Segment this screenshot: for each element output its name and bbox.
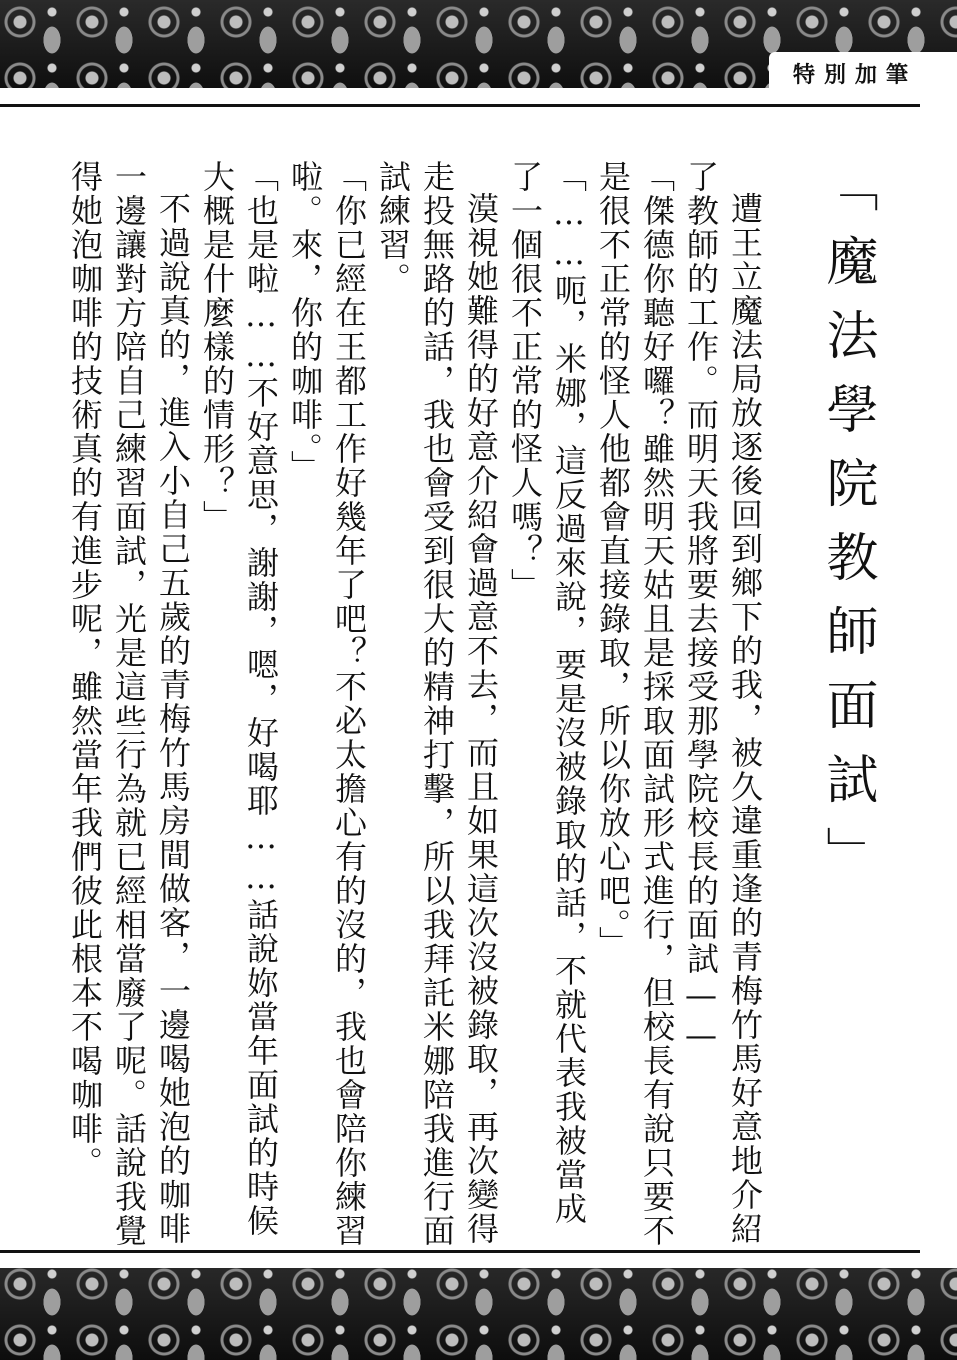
paragraph: 「……呃，米娜，這反過來說，要是沒被錄取的話，不就代表我被當成了一個很不正常的怪人嗎？」 — [506, 160, 588, 1226]
paragraph: 「你已經在王都工作好幾年了吧？不必太擔心有的沒的，我也會陪你練習啦。來，你的咖啡。」 — [286, 160, 368, 1248]
paragraph: 遭王立魔法局放逐後回到鄉下的我，被久違重逢的青梅竹馬好意地介紹了教師的工作。而明天我將要去接受那學院校長的面試—— — [682, 160, 764, 1246]
top-rule — [0, 104, 920, 107]
section-label: 特別加筆 — [792, 62, 917, 88]
paragraph: 漠視她難得的好意介紹會過意不去，而且如果這次沒被錄取，再次變得走投無路的話，我也會受到很大的精神打擊，所以我拜託米娜陪我進行面試練習。 — [374, 160, 500, 1248]
ornamental-footer-band — [0, 1262, 957, 1360]
paragraph: 不過說真的，進入小自己五歲的青梅竹馬房間做客，一邊喝她泡的咖啡一邊讓對方陪自己練習面試，光是這些行為就已經相當廢了呢。話說我覺得她泡咖啡的技術真的有進步呢，雖然當年我們彼此根本不喝咖啡。 — [66, 160, 192, 1248]
vertical-text-block — [27, 160, 907, 1250]
paragraph: 「傑德你聽好囉？雖然明天姑且是採取面試形式進行，但校長有說只要不是很不正常的怪人他都會直接錄取，所以你放心吧。」 — [594, 160, 676, 1248]
paragraph: 「也是啦……不好意思，謝謝，嗯，好喝耶……話說妳當年面試的時候大概是什麼樣的情形？」 — [198, 160, 280, 1238]
bottom-rule — [0, 1250, 920, 1253]
chapter-title: 「魔法學院教師面試」 — [817, 160, 877, 900]
